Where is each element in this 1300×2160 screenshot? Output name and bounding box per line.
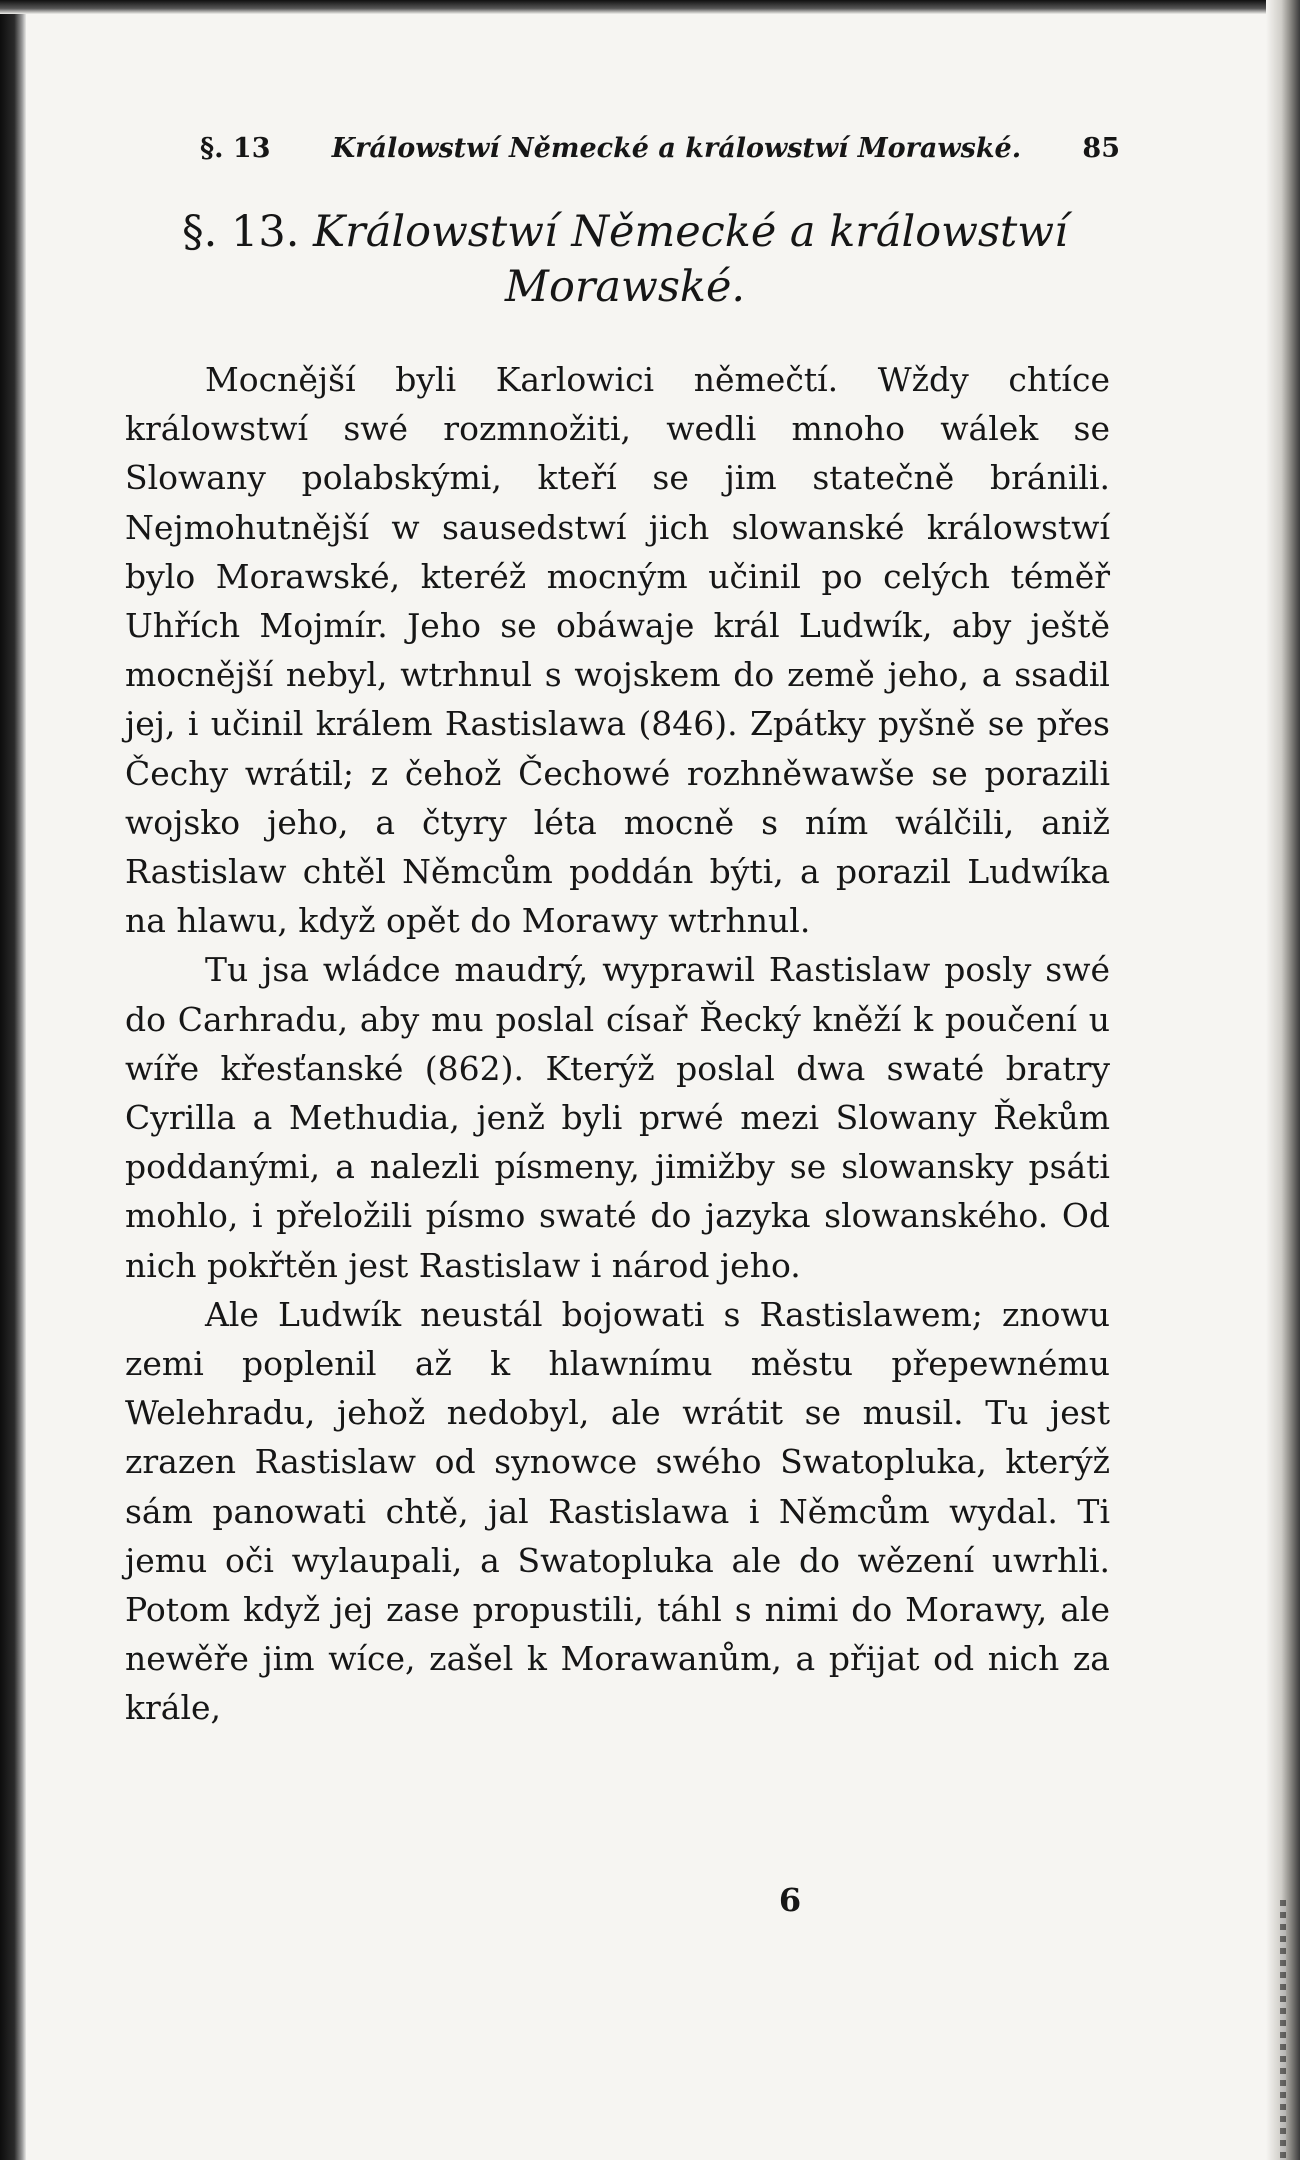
section-heading-text: Králowstwí Německé a králowstwí Morawské. <box>313 207 1068 312</box>
paragraph-2: Tu jsa wládce maudrý, wyprawil Rastislaw posly swé do Carhradu, aby mu poslal císař Řecký kněží k poučení u wíře křesťanské (862). Kterýž poslal dwa swaté bratry Cyrilla a Methudia, jenž byli prwé mezi Slowany Řekům poddanými, a nalezli písmeny, jimižby se slowansky psáti mohlo, i přeložili písmo swaté do jazyka slowanského. Od nich pokřtěn jest Rastislaw i národ jeho. <box>125 950 1110 1285</box>
running-head-section: §. 13 <box>200 133 271 164</box>
section-heading-number: §. 13. <box>182 207 300 257</box>
page-number: 85 <box>1082 133 1120 164</box>
paragraph-3: Ale Ludwík neustál bojowati s Rastislawem; znowu zemi poplenil až k hlawnímu městu přepewnému Welehradu, jehož nedobyl, ale wrátit se musil. Tu jest zrazen Rastislaw od synowce swého Swatopluka, kterýž sám panowati chtě, jal Rastislawa i Němcům wydal. Ti jemu oči wylaupali, a Swatopluka ale do wězení uwrhli. Potom když jej zase propustili, táhl s nimi do Morawy, ale newěře jim wíce, zašel k Morawanům, a přijat od nich za krále, <box>125 1294 1110 1728</box>
running-head <box>200 133 1120 173</box>
page-edge-wear <box>1280 1900 1286 2160</box>
book-spine-shadow <box>0 0 26 2160</box>
section-heading <box>155 205 1095 315</box>
page-top-edge <box>0 0 1300 14</box>
page-right-edge <box>1266 0 1300 2160</box>
paragraph-1: Mocnější byli Karlowici němečtí. Wždy chtíce králowstwí swé rozmnožiti, wedli mnoho wálek se Slowany polabskými, kteří se jim statečně bránili. Nejmohutnější w sausedstwí jich slowanské králowstwí bylo Morawské, kteréž mocným učinil po celých téměř Uhřích Mojmír. Jeho se obáwaje král Ludwík, aby ještě mocnější nebyl, wtrhnul s wojskem do země jeho, a ssadil jej, i učinil králem Rastislawa (846). Zpátky pyšně se přes Čechy wrátil; z čehož Čechowé rozhněwawše se porazili wojsko jeho, a čtyry léta mocně s ním wálčili, aniž Rastislaw chtěl Němcům poddán býti, a porazil Ludwíka na hlawu, když opět do Morawy wtrhnul. <box>125 360 1110 941</box>
body-text <box>125 355 1110 1733</box>
signature-mark: 6 <box>778 1881 802 1919</box>
running-head-title: Králowstwí Německé a králowstwí Morawské. <box>331 133 1022 164</box>
